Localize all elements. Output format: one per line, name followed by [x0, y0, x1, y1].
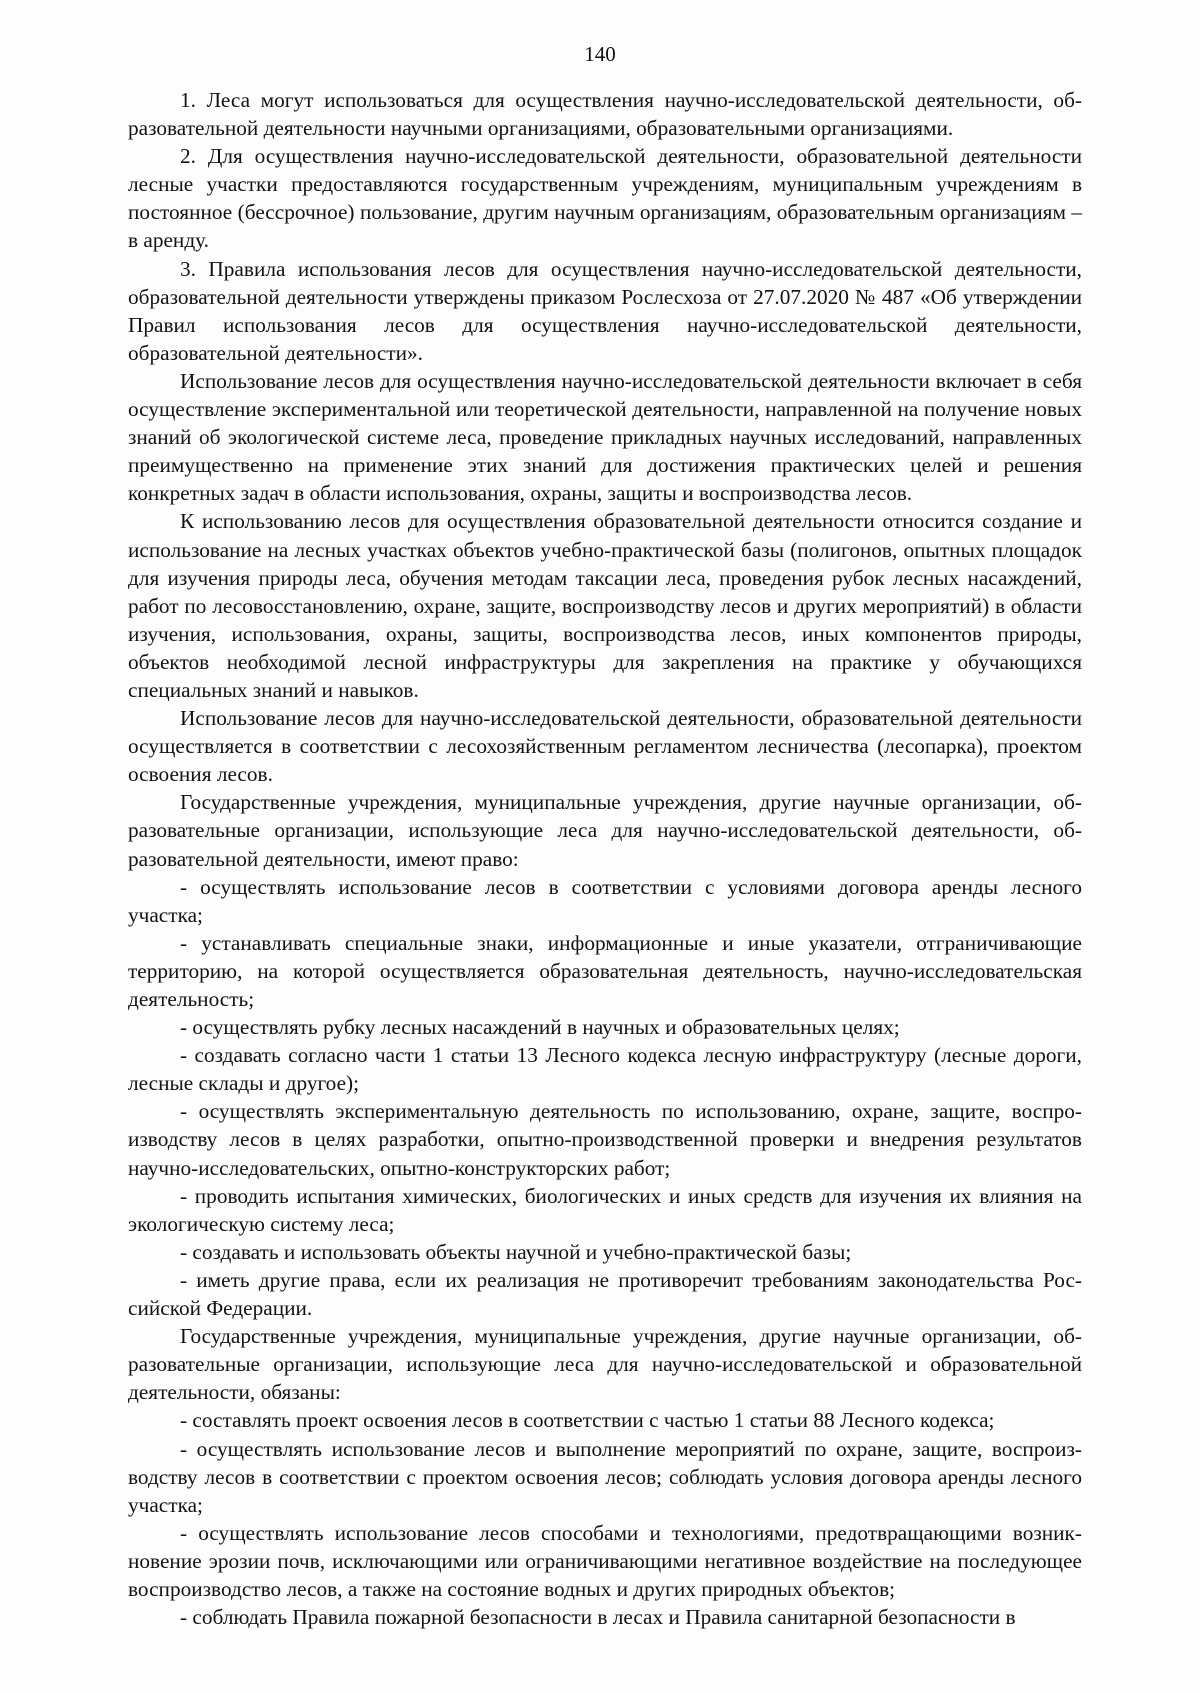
- list-item-duty-4: - соблюдать Правила пожарной безопасности в лесах и Правила санитарной безопасности в: [180, 1605, 1016, 1630]
- list-item-right-4: - создавать согласно части 1 статьи 13 Лесного кодекса лесную инфраструктуру (лесные дороги, лесные склады и другое);: [128, 1043, 1082, 1096]
- list-item-duty-1: - составлять проект освоения лесов в соответствии с частью 1 статьи 88 Лесного кодекса;: [180, 1408, 995, 1433]
- document-body: [128, 86, 1082, 1631]
- list-item-duty-2: - осуществлять использование лесов и выполнение мероприятий по охране, защите, воспроизводству лесов в соответствии с проектом освоения лесов; соблюдать условия договора аренды лесного участка;: [128, 1436, 1082, 1517]
- paragraph-1: 1. Леса могут использоваться для осуществления научно-исследовательской деятельности, образовательной деятельности научными организациями, образовательными организациями.: [128, 88, 1082, 141]
- page-number: 140: [584, 42, 616, 66]
- paragraph-7: Государственные учреждения, муниципальные учреждения, другие научные организации, образовательные организации, использующие леса для научно-исследовательской деятельности, образовательной деятельности, имеют право:: [128, 790, 1082, 871]
- paragraph-6: Использование лесов для научно-исследовательской деятельности, образовательной деятельности осуществляется в соответствии с лесохозяйственным регламентом лесничества (лесопарка), проектом освоения лесов.: [128, 706, 1082, 787]
- list-item-right-3: - осуществлять рубку лесных насаждений в научных и образовательных целях;: [180, 1015, 900, 1040]
- list-item-right-6: - проводить испытания химических, биологических и иных средств для изучения их влияния на экологическую систему леса;: [128, 1183, 1082, 1236]
- paragraph-3: 3. Правила использования лесов для осуществления научно-исследовательской деятельности, образовательной деятельности утверждены приказом Рослесхоза от 27.07.2020 № 487 «Об утверждении Правил использования лесов для осуществления научно-исследовательской деятельности, образовательной деятельности».: [128, 256, 1082, 365]
- paragraph-2: 2. Для осуществления научно-исследовательской деятельности, образовательной деятельности лесные участки предоставляются государственным учреждениям, муниципальным учреждениям в постоянное (бессрочное) пользование, другим научным организациям, образовательным организациям – в аренду.: [128, 144, 1082, 253]
- paragraph-4: Использование лесов для осуществления научно-исследовательской деятельности включает в себя осуществление экспериментальной или теоретической деятельности, направленной на получение новых знаний об экологической системе леса, проведение прикладных научных исследований, направленных преимущественно на применение этих знаний для достижения практических целей и решения конкретных задач в области использования, охраны, защиты и воспроизводства лесов.: [128, 368, 1082, 506]
- list-item-right-1: - осуществлять использование лесов в соответствии с условиями договора аренды лесного участка;: [128, 874, 1082, 927]
- list-item-right-5: - осуществлять экспериментальную деятельность по использованию, охране, защите, воспроизводству лесов в целях разработки, опытно-производственной проверки и внедрения результатов научно-исследовательских, опытно-конструкторских работ;: [128, 1099, 1082, 1180]
- paragraph-8: Государственные учреждения, муниципальные учреждения, другие научные организации, образовательные организации, использующие леса для научно-исследовательской и образовательной деятельности, обязаны:: [128, 1324, 1082, 1405]
- list-item-right-7: - создавать и использовать объекты научной и учебно-практической базы;: [180, 1239, 852, 1264]
- paragraph-5: К использованию лесов для осуществления образовательной деятельности относится создание и использование на лесных участках объектов учебно-практической базы (полигонов, опытных площадок для изучения природы леса, обучения методам таксации леса, проведения рубок лесных насаждений, работ по лесовосстановлению, охране, защите, воспроизводству лесов и других мероприятий) в области изучения, использования, охраны, защиты, воспроизводства лесов, иных компонентов природы, объектов необходимой лесной инфраструктуры для закрепления на практике у обучающихся специальных знаний и навыков.: [128, 509, 1082, 702]
- list-item-right-2: - устанавливать специальные знаки, информационные и иные указатели, отграничивающие территорию, на которой осуществляется образовательная деятельность, научно-исследовательская деятельность;: [128, 930, 1082, 1011]
- list-item-right-8: - иметь другие права, если их реализация не противоречит требованиям законодательства Российской Федерации.: [128, 1267, 1082, 1321]
- list-item-duty-3: - осуществлять использование лесов способами и технологиями, предотвращающими возникновение эрозии почв, исключающими или ограничивающими негативное воздействие на последующее воспроизводство лесов, а также на состояние водных и других природных объектов;: [128, 1520, 1082, 1601]
